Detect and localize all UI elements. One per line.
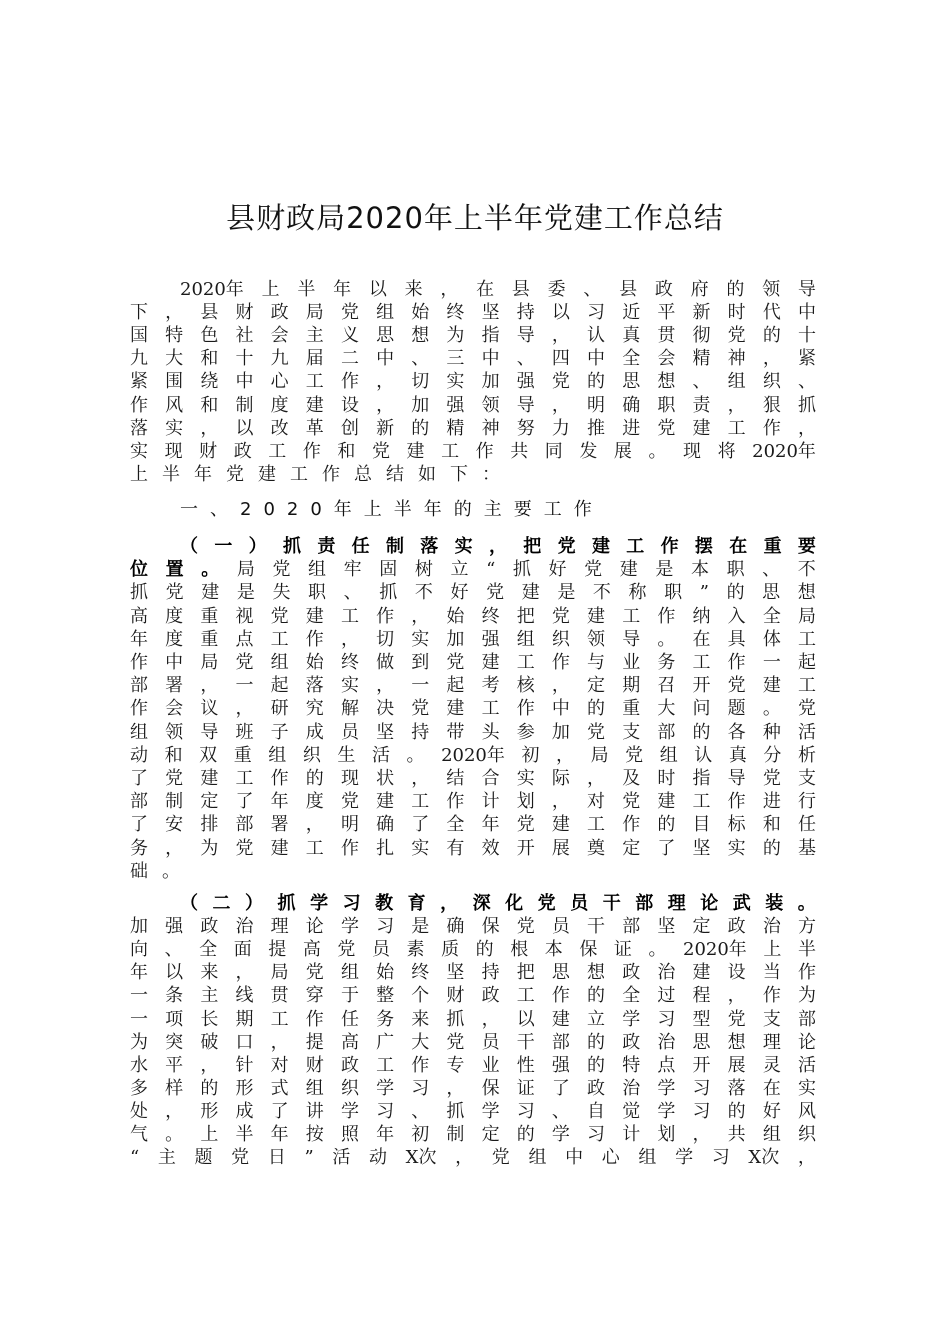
text-line: 抓 党 建 是 失 职 、 抓 不 好 党 建 是 不 称 职 ” 的 思 想	[130, 582, 816, 604]
text-line: 加 强 政 治 理 论 学 习 是 确 保 党 员 干 部 坚 定 政 治 方	[130, 916, 816, 938]
text-line: 2020年 上 半 年 以 来 ， 在 县 委 、 县 政 府 的 领 导	[180, 279, 816, 300]
text-line: 部 制 定 了 年 度 党 建 工 作 计 划 ， 对 党 建 工 作 进 行	[130, 791, 816, 813]
text-line: 组 领 导 班 子 成 员 坚 持 带 头 参 加 党 支 部 的 各 种 活	[130, 721, 816, 743]
text-line: 气 。 上 半 年 按 照 年 初 制 定 的 学 习 计 划 ， 共 组 织	[130, 1124, 816, 1145]
text-line: 一 项 长 期 工 作 任 务 来 抓 ， 以 建 立 学 习 型 党 支 部	[130, 1008, 816, 1030]
text-line: 水 平 ， 针 对 财 政 工 作 专 业 性 强 的 特 点 开 展 灵 活	[130, 1054, 816, 1076]
text-line: 多 样 的 形 式 组 织 学 习 ， 保 证 了 政 治 学 习 落 在 实	[130, 1077, 816, 1099]
text-line: 九 大 和 十 九 届 二 中 、 三 中 、 四 中 全 会 精 神 ， 紧	[130, 348, 816, 370]
text-line: 高 度 重 视 党 建 工 作 ， 始 终 把 党 建 工 作 纳 入 全 局	[130, 605, 816, 627]
text-line: “ 主 题 党 日 ” 活 动 X次 ， 党 组 中 心 组 学 习 X次 ，	[130, 1147, 816, 1169]
text-line: 年 以 来 ， 局 党 组 始 终 坚 持 把 思 想 政 治 建 设 当 作	[130, 962, 816, 984]
text-line: 落 实 ， 以 改 革 创 新 的 精 神 努 力 推 进 党 建 工 作 ，	[130, 417, 816, 439]
text-line: 了 安 排 部 署 ， 明 确 了 全 年 党 建 工 作 的 目 标 和 任	[130, 814, 816, 836]
text-line: 作 会 议 ， 研 究 解 决 党 建 工 作 中 的 重 大 问 题 。 党	[130, 698, 816, 720]
text-line: 上 半 年 党 建 工 作 总 结 如 下 ：	[130, 463, 500, 485]
text-line: 部 署 ， 一 起 落 实 ， 一 起 考 核 ， 定 期 召 开 党 建 工	[130, 675, 816, 697]
text-line: （ 一 ） 抓 责 任 制 落 实 ， 把 党 建 工 作 摆 在 重 要	[180, 536, 816, 557]
document-title: 县财政局2020年上半年党建工作总结	[226, 201, 724, 235]
text-line: 位 置 。 局 党 组 牢 固 树 立 “ 抓 好 党 建 是 本 职 、 不	[130, 559, 816, 581]
text-line: 础 。	[130, 860, 180, 882]
text-line: 处 ， 形 成 了 讲 学 习 、 抓 学 习 、 自 觉 学 习 的 好 风	[130, 1100, 816, 1122]
text-line: 一 条 主 线 贯 穿 于 整 个 财 政 工 作 的 全 过 程 ， 作 为	[130, 985, 816, 1007]
text-line: 紧 围 绕 中 心 工 作 ， 切 实 加 强 党 的 思 想 、 组 织 、	[130, 371, 816, 393]
text-line: 务 ， 为 党 建 工 作 扎 实 有 效 开 展 奠 定 了 坚 实 的 基	[130, 837, 816, 859]
text-line: 动 和 双 重 组 织 生 活 。 2020年 初 ， 局 党 组 认 真 分 析	[130, 744, 816, 766]
text-line: 国 特 色 社 会 主 义 思 想 为 指 导 ， 认 真 贯 彻 党 的 十	[130, 325, 816, 347]
text-line: 为 突 破 口 ， 提 高 广 大 党 员 干 部 的 政 治 思 想 理 论	[130, 1031, 816, 1053]
text-line: 了 党 建 工 作 的 现 状 ， 结 合 实 际 ， 及 时 指 导 党 支	[130, 768, 816, 789]
text-line: 作 中 局 党 组 始 终 做 到 党 建 工 作 与 业 务 工 作 一 起	[130, 652, 816, 673]
text-line: （ 二 ） 抓 学 习 教 育 ， 深 化 党 员 干 部 理 论 武 装 。	[180, 893, 816, 914]
text-line: 下 ， 县 财 政 局 党 组 始 终 坚 持 以 习 近 平 新 时 代 中	[130, 302, 816, 324]
text-line: 年 度 重 点 工 作 ， 切 实 加 强 组 织 领 导 。 在 具 体 工	[130, 628, 816, 650]
text-line: 向 、 全 面 提 高 党 员 素 质 的 根 本 保 证 。 2020年 上 半	[130, 939, 816, 961]
section-heading: 一、2020年上半年的主要工作	[180, 499, 604, 520]
text-line: 实 现 财 政 工 作 和 党 建 工 作 共 同 发 展 。 现 将 2020年	[130, 440, 816, 462]
text-line: 作 风 和 制 度 建 设 ， 加 强 领 导 ， 明 确 职 责 ， 狠 抓	[130, 394, 816, 416]
